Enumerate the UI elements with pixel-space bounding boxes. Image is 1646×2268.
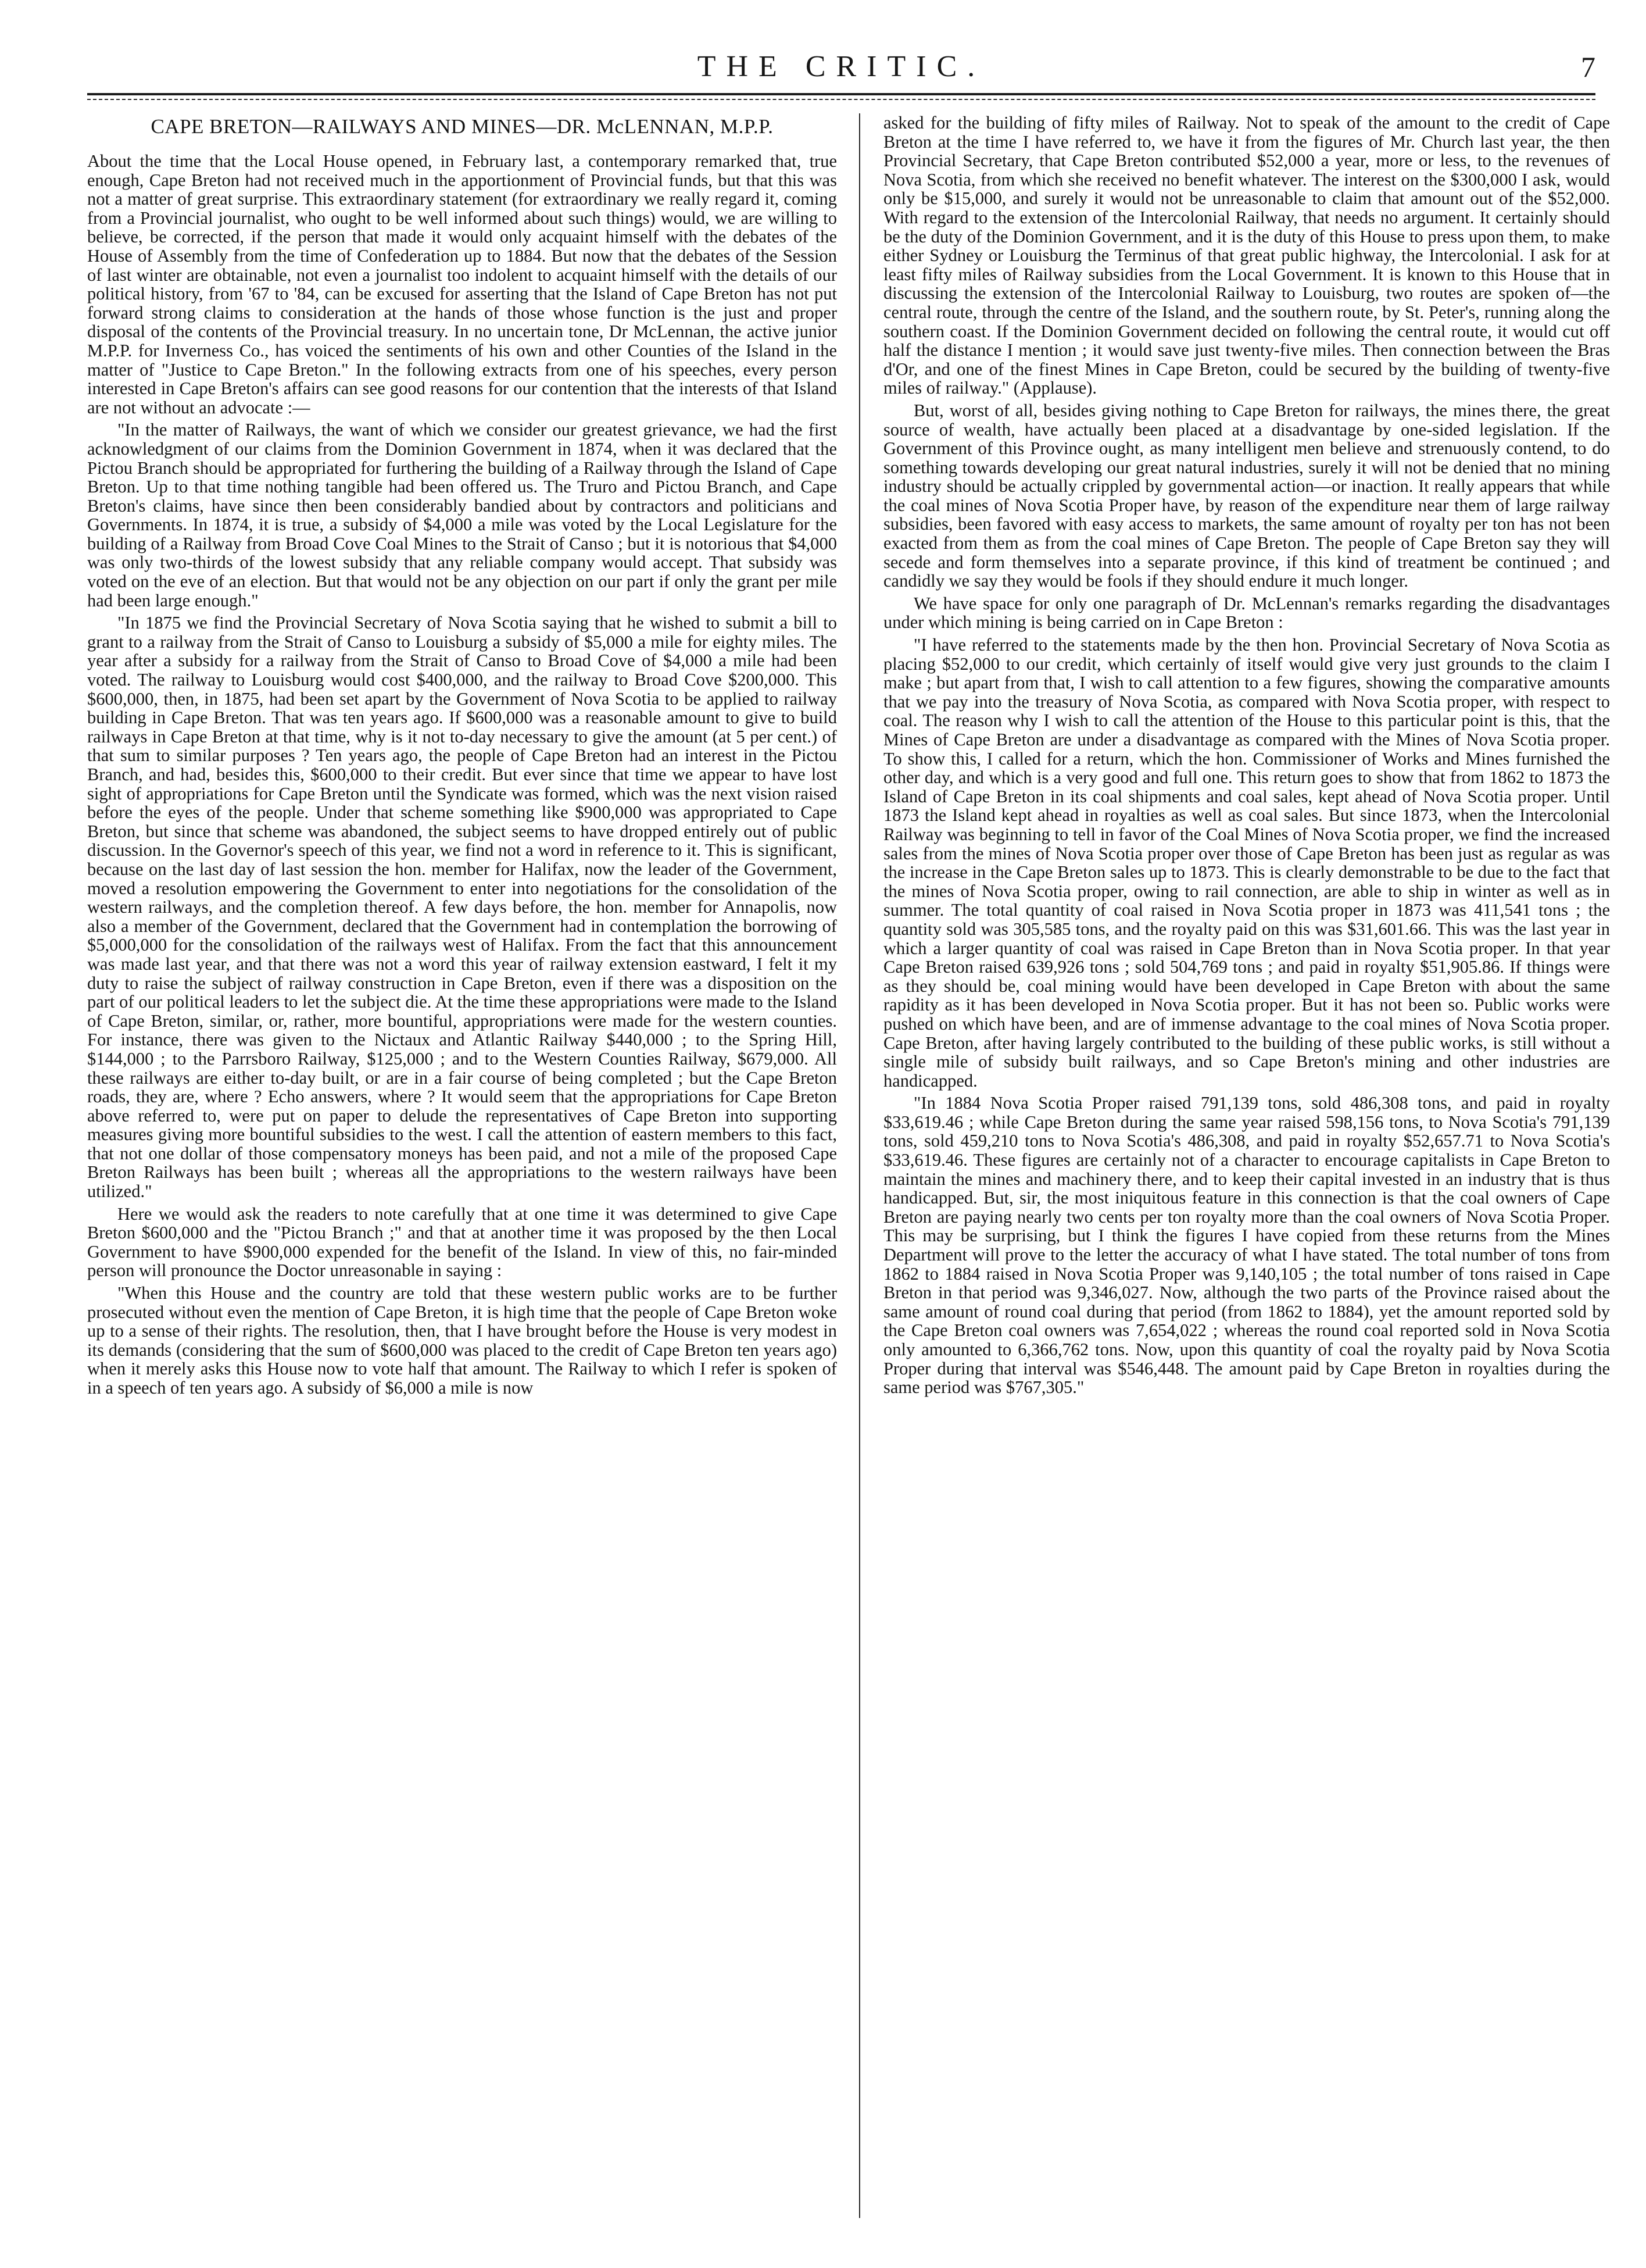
column-divider <box>859 113 860 2218</box>
article-paragraph: "In 1875 we find the Provincial Secretary of Nova Scotia saying that he wished to submit a bill to grant to a railway from the Strait of Canso to Louisburg a subsidy of $5,000 a mile for eighty miles. The year after a subsidy for a railway from the Strait of Canso to Broad Cove of $4,000 a mile had been voted. The railway to Louisburg would cost $400,000, and the railway to Broad Cove $200,000. This $600,000, then, in 1875, had been set apart by the Government of Nova Scotia to be applied to railway building in Cape Breton. That was ten years ago. If $600,000 was a reasonable amount to give to build railways in Cape Breton at that time, why is it not to-day necessary to give the amount (at 5 per cent.) of that sum to similar purposes ? Ten years ago, the people of Cape Breton had an interest in the Pictou Branch, and had, besides this, $600,000 to their credit. But ever since that time we appear to have lost sight of appropriations for Cape Breton until the Syndicate was formed, which was the next vision raised before the eyes of the people. Under that scheme something like $900,000 was appropriated to Cape Breton, but since that scheme was abandoned, the subject seems to have dropped entirely out of public discussion. In the Governor's speech of this year, we find not a word in reference to it. This is significant, because on the last day of last session the hon. member for Halifax, now the leader of the Government, moved a resolution empowering the Government to enter into negotiations for the consolidation of the western railways, and the completion thereof. A few days before, the hon. member for Annapolis, now also a member of the Government, declared that the Government had in contemplation the borrowing of $5,000,000 for the consolidation of the railways west of Halifax. From the fact that this announcement was made last year, and that there was not a word this year of railway extension eastward, I felt it my duty to raise the subject of railway construction in Cape Breton, even if there was a disposition on the part of our political leaders to let the subject die. At the time these appropriations were made to the Island of Cape Breton, similar, or, rather, more bountiful, appropriations were made for the western counties. For instance, there was given to the Nictaux and Atlantic Railway $440,000 ; to the Spring Hill, $144,000 ; to the Parrsboro Railway, $125,000 ; and to the Western Counties Railway, $679,000. All these railways are either to-day built, or are in a fair course of being completed ; but the Cape Breton roads, they are, where ? Echo answers, where ? It would seem that the appropriations for Cape Breton above referred to, were put on paper to delude the representatives of Cape Breton into supporting measures giving more bountiful subsidies to the west. I call the attention of eastern members to this fact, that not one dollar of those compensatory moneys has been paid, and not a mile of the proposed Cape Breton Railways has been built ; whereas all the appropriations to the western railways have been utilized." <box>87 613 837 1202</box>
article-paragraph: "In 1884 Nova Scotia Proper raised 791,139 tons, sold 486,308 tons, and paid in royalty $33,619.46 ; while Cape Breton during the same year raised 598,156 tons, to Nova Scotia's 791,139 tons, sold 459,210 tons to Nova Scotia's 486,308, and paid in royalty $52,657.71 to Nova Scotia's $33,619.46. These figures are certainly not of a character to encourage capitalists in Cape Breton to maintain the mines and machinery there, and to keep their capital invested in an industry that is thus handicapped. But, sir, the most iniquitous feature in this connection is that the coal owners of Cape Breton are paying nearly two cents per ton royalty more than the coal owners of Nova Scotia Proper. This may be surprising, but I think the figures I have copied from these returns from the Mines Department will prove to the letter the accuracy of what I have stated. The total number of tons from 1862 to 1884 raised in Nova Scotia Proper was 9,140,105 ; the total number of tons raised in Cape Breton in that period was 9,346,027. Now, although the two parts of the Province raised about the same amount of round coal during that period (from 1862 to 1884), yet the amount reported sold by the Cape Breton coal owners was 7,654,022 ; whereas the round coal reported sold in Nova Scotia only amounted to 6,366,762 tons. Now, upon this quantity of coal the royalty paid by Nova Scotia Proper during that interval was $546,448. The amount paid by Cape Breton in royalties during the same period was $767,305." <box>883 1093 1610 1398</box>
article-paragraph: "I have referred to the statements made by the then hon. Provincial Secretary of Nova Scotia as placing $52,000 to our credit, which certainly of itself would give very just grounds to the claim I make ; but apart from that, I wish to call attention to a few figures, showing the comparative amounts that we pay into the treasury of Nova Scotia, as compared with Nova Scotia proper, with respect to coal. The reason why I wish to call the attention of the House to this particular point is this, that the Mines of Cape Breton are under a disadvantage as compared with the Mines of Nova Scotia proper. To show this, I called for a return, which the hon. Commissioner of Works and Mines furnished the other day, and which is a very good and full one. This return goes to show that from 1862 to 1873 the Island of Cape Breton in its coal shipments and coal sales, kept ahead of Nova Scotia proper. Until 1873 the Island kept ahead in royalties as well as coal sales. But since 1873, when the Intercolonial Railway was beginning to tell in favor of the Coal Mines of Nova Scotia proper, we find the increased sales from the mines of Nova Scotia proper over those of Cape Breton has been just as regular as was the increase in the Cape Breton sales up to 1873. This is clearly demonstrable to be due to the fact that the mines of Nova Scotia proper, owing to rail connection, are able to ship in winter as well as in summer. The total quantity of coal raised in Nova Scotia proper in 1873 was 411,541 tons ; the quantity sold was 305,585 tons, and the royalty paid on this was $31,601.66. This was the last year in which a larger quantity of coal was raised in Cape Breton than in Nova Scotia proper. In that year Cape Breton raised 639,926 tons ; sold 504,769 tons ; and paid in royalty $51,905.86. If things were as they should be, coal mining would have been developed in Cape Breton with about the same rapidity as it has been developed in Nova Scotia proper. But it has not been so. Public works were pushed on which have been, and are of immense advantage to the coal mines of Nova Scotia proper. Cape Breton, after having largely contributed to the building of these public works, is still without a single mile of subsidy built railways, and so Cape Breton's mining and other industries are handicapped. <box>883 635 1610 1091</box>
article-paragraph: "In the matter of Railways, the want of which we consider our greatest grievance, we had the first acknowledgment of our claims from the Dominion Government in 1874, when it was declared that the Pictou Branch should be appropriated for furthering the building of a Railway through the Island of Cape Breton. Up to that time nothing tangible had been offered us. The Truro and Pictou Branch, and Cape Breton's claims, have since then been considerably bandied about by contractors and politicians and Governments. In 1874, it is true, a subsidy of $4,000 a mile was voted by the Local Legislature for the building of a Railway from Broad Cove Coal Mines to the Strait of Canso ; but it is notorious that $4,000 was only two-thirds of the lowest subsidy that any reliable company would accept. That subsidy was voted on the eve of an election. But that would not be any objection on our part if only the grant per mile had been large enough." <box>87 420 837 610</box>
article-paragraph: We have space for only one paragraph of Dr. McLennan's remarks regarding the disadvantages under which mining is being carried on in Cape Breton : <box>883 593 1610 633</box>
left-column <box>87 113 837 2230</box>
article-headline: CAPE BRETON—RAILWAYS AND MINES—DR. McLENNAN, M.P.P. <box>151 115 774 138</box>
article-paragraph: "When this House and the country are told that these western public works are to be further prosecuted without even the mention of Cape Breton, it is high time that the people of Cape Breton woke up to a sense of their rights. The resolution, then, that I have brought before the House is very modest in its demands (considering that the sum of $600,000 was placed to the credit of Cape Breton ten years ago) when it merely asks this House now to vote half that amount. The Railway to which I refer is spoken of in a speech of ten years ago. A subsidy of $6,000 a mile is now <box>87 1283 837 1398</box>
masthead-dotted-rule <box>87 99 1595 100</box>
masthead-title: THE CRITIC. <box>697 50 986 83</box>
page-number: 7 <box>1581 51 1595 83</box>
article-paragraph: But, worst of all, besides giving nothing to Cape Breton for railways, the mines there, the great source of wealth, have actually been placed at a disadvantage by one-sided legislation. If the Government of this Province ought, as many intelligent men believe and strenuously contend, to do something towards developing our great natural industries, surely it will not be denied that no mining industry should be actually crippled by governmental action—or inaction. It really appears that while the coal mines of Nova Scotia Proper have, by reason of the expenditure near them of large railway subsidies, been favored with easy access to markets, the same amount of royalty per ton has not been exacted from them as from the coal mines of Cape Breton. The people of Cape Breton say they will secede and form themselves into a separate province, if this kind of treatment be continued ; and candidly we say they would be fools if they should endure it much longer. <box>883 400 1610 591</box>
article-paragraph: Here we would ask the readers to note carefully that at one time it was determined to give Cape Breton $600,000 and the "Pictou Branch ;" and that at another time it was proposed by the then Local Government to have $900,000 expended for the benefit of the Island. In view of this, no fair-minded person will pronounce the Doctor unreasonable in saying : <box>87 1203 837 1281</box>
masthead-rule <box>87 93 1595 95</box>
masthead <box>87 47 1595 95</box>
article-paragraph: About the time that the Local House opened, in February last, a contemporary remarked that, true enough, Cape Breton had not received much in the apportionment of Provincial funds, but that this was not a matter of great surprise. This extraordinary statement (for extraordinary we really regard it, coming from a Provincial journalist, who ought to be well informed about such things) would, we are willing to believe, be corrected, if the person that made it would only acquaint himself with the debates of the House of Assembly from the time of Confederation up to 1884. But now that the debates of the Session of last winter are obtainable, not even a journalist too indolent to acquaint himself with the details of our political history, from '67 to '84, can be excused for asserting that the Island of Cape Breton has not put forward strong claims to consideration at the hands of those whose function is the just and proper disposal of the contents of the Provincial treasury. In no uncertain tone, Dr McLennan, the active junior M.P.P. for Inverness Co., has voiced the sentiments of his own and other Counties of the Island in the matter of "Justice to Cape Breton." In the following extracts from one of his speeches, every person interested in Cape Breton's affairs can see good reasons for our contention that the interests of that Island are not without an advocate :— <box>87 151 837 417</box>
right-column <box>883 113 1610 2230</box>
article-paragraph: asked for the building of fifty miles of Railway. Not to speak of the amount to the credit of Cape Breton at the time I have referred to, we have it from the figures of Mr. Church last year, the then Provincial Secretary, that Cape Breton contributed $52,000 a year, more or less, to the revenues of Nova Scotia, from which she received no benefit whatever. The interest on the $300,000 I ask, would only be $15,000, and surely it would not be unreasonable to claim that amount out of the $52,000. With regard to the extension of the Intercolonial Railway, that needs no argument. It certainly should be the duty of the Dominion Government, and it is the duty of this House to press upon them, to make either Sydney or Louisburg the Terminus of that great public highway, the Intercolonial. I ask for at least fifty miles of Railway subsidies from the Local Government. It is known to this House that in discussing the extension of the Intercolonial Railway to Louisburg, two routes are spoken of—the central route, through the centre of the Island, and the southern route, by St. Peter's, running along the southern coast. If the Dominion Government decided on following the central route, it would cut off half the distance I mention ; it would save just twenty-five miles. Then connection between the Bras d'Or, and one of the finest Mines in Cape Breton, could be secured by the building of twenty-five miles of railway." (Applause). <box>883 113 1610 398</box>
